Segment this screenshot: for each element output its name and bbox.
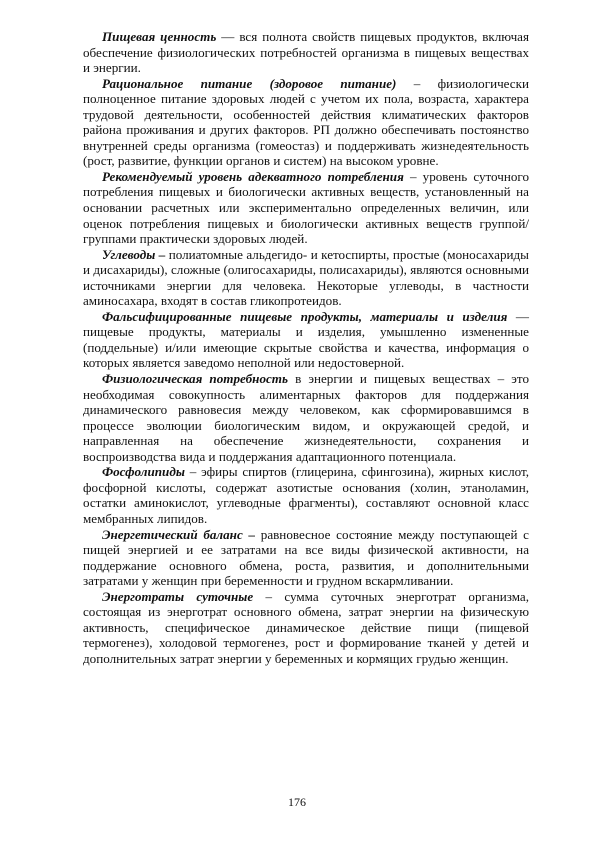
definition: – эфиры спиртов (глицерина, сфингозина), жирных кислот, фосфорной кислоты, содержат азотистые основания (холин, этаноламин, остатки аминокислот, углеводные фрагменты), составляют основной класс мембранных липидов. <box>83 464 529 526</box>
document-body <box>83 29 529 666</box>
term: Фальсифицированные пищевые продукты, материалы и изделия <box>102 308 508 324</box>
paragraph-phospholipids <box>83 464 529 526</box>
term: Физиологическая потребность <box>102 371 288 387</box>
paragraph-food-value <box>83 29 529 76</box>
term: Углеводы – <box>102 246 166 262</box>
definition: – уровень суточного потребления пищевых и биологически активных веществ, установленный на основании расчетных или экспериментально определенных величин, или оценок потребления пищевых и биологически активных веществ группой/группами практически здоровых людей. <box>83 168 529 247</box>
paragraph-falsified-products <box>83 309 529 371</box>
paragraph-rational-nutrition <box>83 76 529 169</box>
definition: – физиологически полноценное питание здоровых людей с учетом их пола, возраста, характера трудовой деятельности, особенностей действия климатических факторов района проживания и других факторов. РП должно обеспечивать постоянство внутренней среды организма (гомеостаз) и поддерживать жизнедеятельность (рост, развитие, функции органов и систем) на высоком уровне. <box>83 75 529 169</box>
definition: полиатомные альдегидо- и кетоспирты, простые (моносахариды и дисахариды), сложные (олигосахариды, полисахариды), являются основными источниками энергии для человека. Некоторые углеводы, в частности аминосахара, входят в состав гликопротеидов. <box>83 246 529 309</box>
paragraph-adequate-intake <box>83 169 529 247</box>
page-number: 176 <box>288 795 306 809</box>
definition: – сумма суточных энерготрат организма, состоящая из энерготрат основного обмена, затрат энергии на физическую активность, специфическое динамическое действие пищи (пищевой термогенез), холодовой термогенез, рост и формирование тканей у детей и дополнительных затрат энергии у беременных и кормящих грудью женщин. <box>83 588 529 666</box>
term: Энергетический баланс – <box>102 526 256 542</box>
term: Фосфолипиды <box>102 464 185 480</box>
paragraph-carbohydrates <box>83 247 529 309</box>
term: Энерготраты суточные <box>102 588 254 604</box>
term: Рекомендуемый уровень адекватного потребления <box>102 168 404 184</box>
paragraph-physiological-need <box>83 371 529 464</box>
term: Рациональное питание (здоровое питание) <box>102 75 397 91</box>
paragraph-energy-balance <box>83 527 529 589</box>
definition: — вся полнота свойств пищевых продуктов, включая обеспечение физиологических потребностей организма в пищевых веществах и энергии. <box>83 29 529 76</box>
term: Пищевая ценность <box>102 29 217 44</box>
definition: равновесное состояние между поступающей с пищей энергией и ее затратами на все виды физической активности, на поддержание основного обмена, роста, развития, и дополнительными затратами у женщин при беременности и грудном вскармливании. <box>83 526 529 589</box>
definition: в энергии и пищевых веществах – это необходимая совокупность алиментарных факторов для поддержания динамического равновесия между человеком, как сформировавшимся в процессе эволюции биологическим видом, и окружающей средой, и направленная на обеспечение жизнедеятельности, сохранения и воспроизводства вида и поддержания адаптационного потенциала. <box>83 371 529 464</box>
definition: — пищевые продукты, материалы и изделия, умышленно измененные (поддельные) и/или имеющие скрытые свойства и качества, информация о которых является заведомо неполной или недостоверной. <box>83 308 529 371</box>
paragraph-daily-energy-expenditure <box>83 589 529 667</box>
